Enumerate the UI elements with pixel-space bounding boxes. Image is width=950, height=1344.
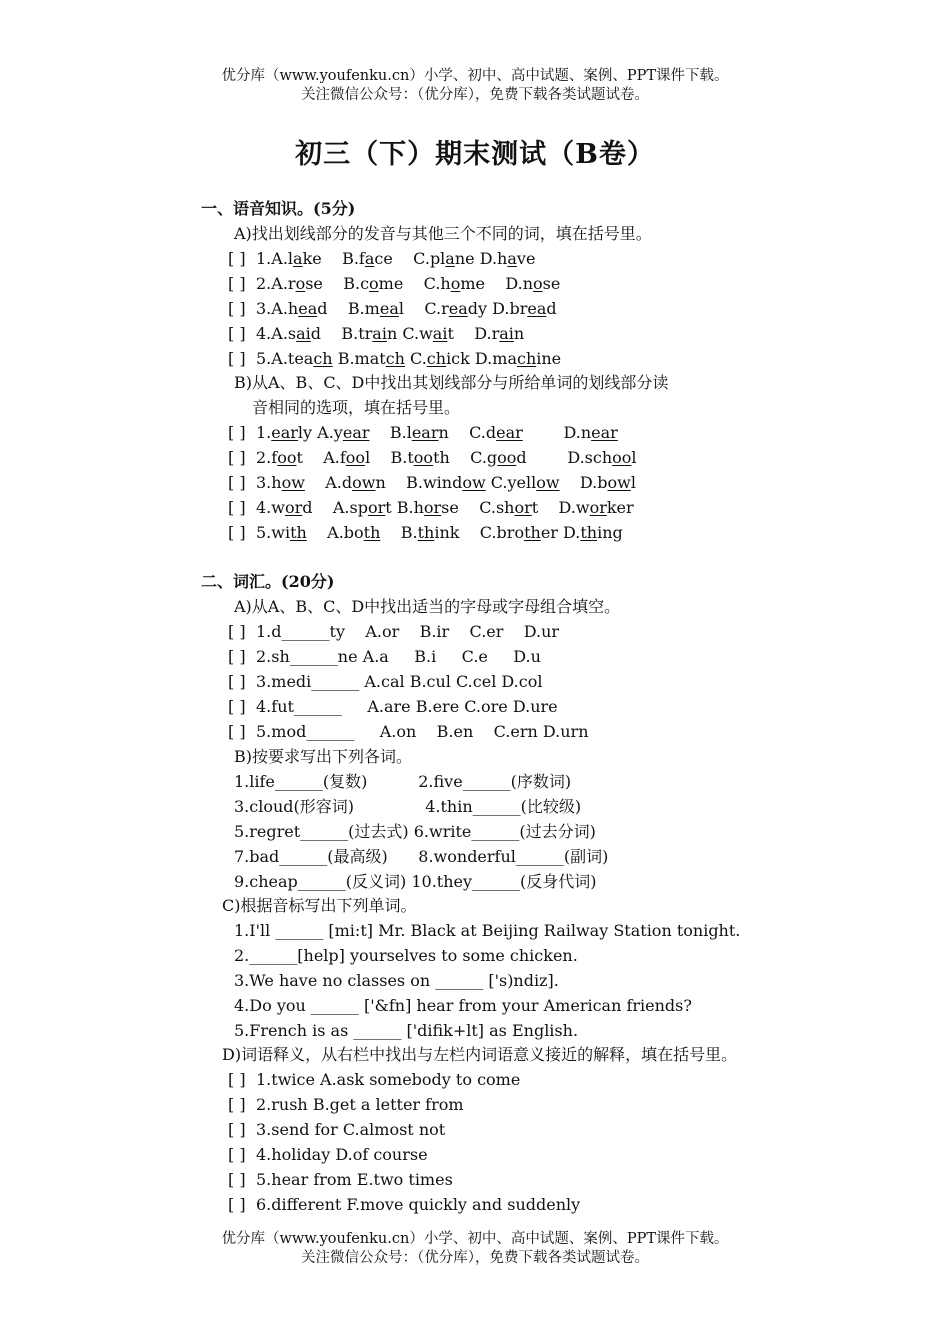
section-2-part-a-instruction: A)从A、B、C、D中找出适当的字母或字母组合填空。: [234, 597, 621, 616]
item-text: 2.sh______ne A.a B.i C.e D.u: [256, 646, 541, 666]
item-text: 3.medi______ A.cal B.cul C.cel D.col: [256, 671, 543, 691]
phonetics-a-item: [ ] 1.A.lake B.face C.plane D.have: [228, 249, 536, 268]
phonetics-b-item: [ ] 2.foot A.fool B.tooth C.good D.school: [228, 447, 637, 467]
answer-bracket[interactable]: [ ]: [228, 1070, 246, 1089]
phonetics-a-item: [ ] 4.A.said B.train C.wait D.rain: [228, 323, 525, 343]
answer-bracket[interactable]: [ ]: [228, 323, 246, 343]
answer-bracket[interactable]: [ ]: [228, 472, 246, 492]
vocab-a-item: [228, 672, 542, 692]
item-text: 2.rush B.get a letter from: [256, 1094, 464, 1114]
answer-bracket[interactable]: [ ]: [228, 423, 246, 442]
answer-bracket[interactable]: [ ]: [228, 622, 246, 641]
section-2-heading: 二、词汇。(20分): [201, 572, 335, 591]
answer-bracket[interactable]: [ ]: [228, 646, 246, 666]
phonetics-b-item: [ ] 1.early A.year B.learn C.dear D.near: [228, 423, 618, 442]
vocab-c-item: 1.I'll ______ [mi:t] Mr. Black at Beijing Railway Station tonight.: [234, 921, 741, 940]
section-1-heading: 一、语音知识。(5分): [201, 199, 356, 218]
vocab-c-item: 2.______[help] yourselves to some chicken.: [234, 945, 578, 965]
answer-bracket[interactable]: [ ]: [228, 273, 246, 293]
answer-bracket[interactable]: [ ]: [228, 348, 246, 368]
vocab-a-item: [228, 622, 559, 642]
answer-bracket[interactable]: [ ]: [228, 497, 246, 517]
vocab-c-item: 3.We have no classes on ______ ['s)ndiz].: [234, 970, 559, 990]
header-line-2: 关注微信公众号：（优分库），免费下载各类试题试卷。: [301, 87, 649, 103]
vocab-b-item: 1.life______(复数) 2.five______(序数词): [234, 772, 572, 791]
vocab-d-item: [228, 1145, 428, 1165]
phonetics-a-item: [ ] 5.A.teach B.match C.chick D.machine: [228, 348, 562, 368]
answer-bracket[interactable]: [ ]: [228, 447, 246, 467]
item-text: 6.different F.move quickly and suddenly: [256, 1194, 581, 1214]
answer-bracket[interactable]: [ ]: [228, 1194, 246, 1214]
footer-line-1: 优分库（www.youfenku.cn）小学、初中、高中试题、案例、PPT课件下载。: [221, 1231, 729, 1247]
section-1-part-b-instruction-2: 音相同的选项，填在括号里。: [252, 398, 461, 417]
section-2-part-c-instruction: C)根据音标写出下列单词。: [222, 896, 417, 915]
phonetics-b-item: [ ] 3.how A.down B.window C.yellow D.bowl: [228, 472, 636, 492]
answer-bracket[interactable]: [ ]: [228, 1094, 246, 1114]
section-1-part-a-instruction: A)找出划线部分的发音与其他三个不同的词，填在括号里。: [234, 224, 652, 243]
answer-bracket[interactable]: [ ]: [228, 249, 246, 268]
section-2-part-d-instruction: D)词语释义，从右栏中找出与左栏内词语意义接近的解释，填在括号里。: [222, 1045, 738, 1064]
answer-bracket[interactable]: [ ]: [228, 696, 246, 716]
item-text: 1.d______ty A.or B.ir C.er D.ur: [256, 622, 560, 641]
item-text: 1.twice A.ask somebody to come: [256, 1070, 521, 1089]
answer-bracket[interactable]: [ ]: [228, 298, 246, 318]
vocab-b-item: 7.bad______(最高级) 8.wonderful______(副词): [234, 846, 609, 866]
vocab-c-item: 4.Do you ______ ['&fn] hear from your American friends?: [234, 995, 692, 1015]
vocab-d-item: [228, 1070, 520, 1090]
section-1-part-b-instruction-1: B)从A、B、C、D中找出其划线部分与所给单词的划线部分读: [234, 373, 669, 392]
phonetics-a-item: [ ] 3.A.head B.meal C.ready D.bread: [228, 298, 557, 318]
phonetics-b-item: [ ] 5.with A.both B.think C.brother D.thing: [228, 522, 623, 542]
answer-bracket[interactable]: [ ]: [228, 1119, 246, 1139]
footer-line-2: 关注微信公众号：（优分库），免费下载各类试题试卷。: [301, 1250, 649, 1266]
answer-bracket[interactable]: [ ]: [228, 1169, 246, 1189]
vocab-d-item: [228, 1120, 445, 1140]
vocab-b-item: 3.cloud(形容词) 4.thin______(比较级): [234, 796, 582, 816]
vocab-b-item: 5.regret______(过去式) 6.write______(过去分词): [234, 821, 596, 841]
vocab-c-item: 5.French is as ______ ['difik+lt] as English.: [234, 1020, 579, 1040]
header-line-1: 优分库（www.youfenku.cn）小学、初中、高中试题、案例、PPT课件下载。: [221, 68, 729, 84]
vocab-a-item: [228, 722, 589, 742]
answer-bracket[interactable]: [ ]: [228, 721, 246, 741]
vocab-a-item: [228, 647, 541, 667]
vocab-a-item: [228, 697, 558, 717]
answer-bracket[interactable]: [ ]: [228, 671, 246, 691]
phonetics-b-item: [ ] 4.word A.sport B.horse C.short D.worker: [228, 497, 634, 517]
item-text: 5.hear from E.two times: [256, 1169, 453, 1189]
item-text: 4.holiday D.of course: [256, 1144, 428, 1164]
item-text: 5.mod______ A.on B.en C.ern D.urn: [256, 721, 589, 741]
item-text: 4.fut______ A.are B.ere C.ore D.ure: [256, 696, 558, 716]
vocab-d-item: [228, 1195, 580, 1215]
section-2-part-b-instruction: B)按要求写出下列各词。: [234, 747, 413, 766]
vocab-b-item: 9.cheap______(反义词) 10.they______(反身代词): [234, 871, 597, 891]
page-title: 初三（下）期末测试（B卷）: [295, 139, 655, 170]
answer-bracket[interactable]: [ ]: [228, 522, 246, 542]
item-text: 3.send for C.almost not: [256, 1119, 446, 1139]
vocab-d-item: [228, 1170, 453, 1190]
answer-bracket[interactable]: [ ]: [228, 1144, 246, 1164]
phonetics-a-item: [ ] 2.A.rose B.come C.home D.nose: [228, 273, 561, 293]
vocab-d-item: [228, 1095, 464, 1115]
